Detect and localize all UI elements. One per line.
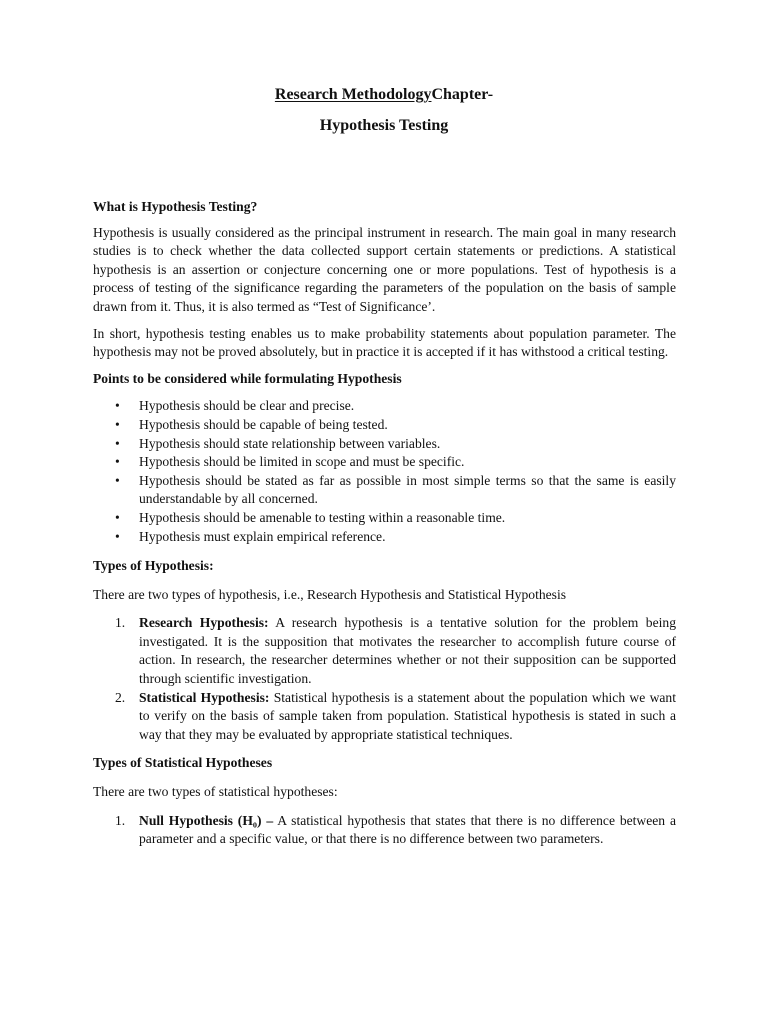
list-item: • Hypothesis must explain empirical reference.	[93, 528, 676, 547]
term-label: Null Hypothesis (H₀) –	[139, 812, 274, 828]
title-rest: Chapter-	[431, 86, 494, 103]
statistical-types-list	[93, 812, 676, 849]
types-list	[93, 614, 676, 744]
list-item: • Hypothesis should be stated as far as possible in most simple terms so that the same is easily understandable by all concerned.	[115, 472, 676, 507]
bullet-icon: •	[115, 435, 120, 451]
list-item: • Hypothesis should be amenable to testing within a reasonable time.	[93, 509, 676, 528]
bullet-icon: •	[115, 454, 120, 470]
section-heading-what-is: What is Hypothesis Testing?	[93, 199, 258, 214]
list-item: • Hypothesis should be limited in scope and must be specific.	[93, 453, 676, 472]
list-number: 2.	[115, 689, 126, 705]
list-item: • Hypothesis should be capable of being tested.	[93, 416, 676, 435]
title-underlined: Research Methodology	[274, 86, 432, 103]
list-item: 2. Statistical Hypothesis: Statistical hypothesis is a statement about the population which we want to verify on the basis of sample taken from population. Statistical hypothesis is stated in such a way that they may be evaluated by appropriate statistical techniques.	[115, 689, 676, 742]
bullet-icon: •	[115, 528, 120, 544]
paragraph-short: In short, hypothesis testing enables us to make probability statements about population parameter. The hypothesis may not be proved absolutely, but in practice it is accepted if it has withstood a critical testing.	[93, 325, 676, 360]
section-heading-types: Types of Hypothesis:	[93, 558, 214, 574]
term-label: Statistical Hypothesis:	[139, 689, 270, 705]
list-item: 1. Null Hypothesis (H₀) – A statistical hypothesis that states that there is no difference between a parameter and a specific value, or that there is no difference between two parameters.	[115, 812, 676, 847]
page-subtitle: Hypothesis Testing	[319, 117, 449, 134]
paragraph-types-intro: There are two types of hypothesis, i.e., Research Hypothesis and Statistical Hypothesis	[93, 586, 567, 602]
list-item: • Hypothesis should state relationship between variables.	[93, 435, 676, 454]
section-heading-points: Points to be considered while formulating Hypothesis	[93, 370, 402, 386]
bullet-icon: •	[115, 416, 120, 432]
document-body	[93, 198, 676, 857]
list-number: 1.	[115, 615, 126, 631]
list-number: 1.	[115, 812, 126, 828]
bullet-icon: •	[115, 509, 120, 525]
bullet-icon: •	[115, 472, 120, 488]
section-heading-statistical-types: Types of Statistical Hypotheses	[93, 755, 273, 771]
paragraph-statistical-intro: There are two types of statistical hypotheses:	[93, 784, 338, 800]
term-label: Research Hypothesis:	[139, 615, 269, 631]
paragraph-intro: Hypothesis is usually considered as the principal instrument in research. The main goal in many research studies is to check whether the data collected support certain statements or predictions. A statistical hypothesis is an assertion or conjecture concerning one or more populations. Test of hypothesis is a process of testing of the significance regarding the parameters of the population on the basis of sample drawn from it. Thus, it is also termed as “Test of Significance’.	[93, 224, 676, 314]
list-item: • Hypothesis should be clear and precise.	[93, 397, 676, 416]
points-list	[93, 397, 676, 546]
list-item: 1. Research Hypothesis: A research hypothesis is a tentative solution for the problem being investigated. It is the supposition that motivates the researcher to accomplish future course of action. In research, the researcher determines whether or not their supposition can be supported through scientific investigation.	[115, 615, 677, 687]
page-title	[0, 86, 768, 105]
bullet-icon: •	[115, 398, 120, 414]
